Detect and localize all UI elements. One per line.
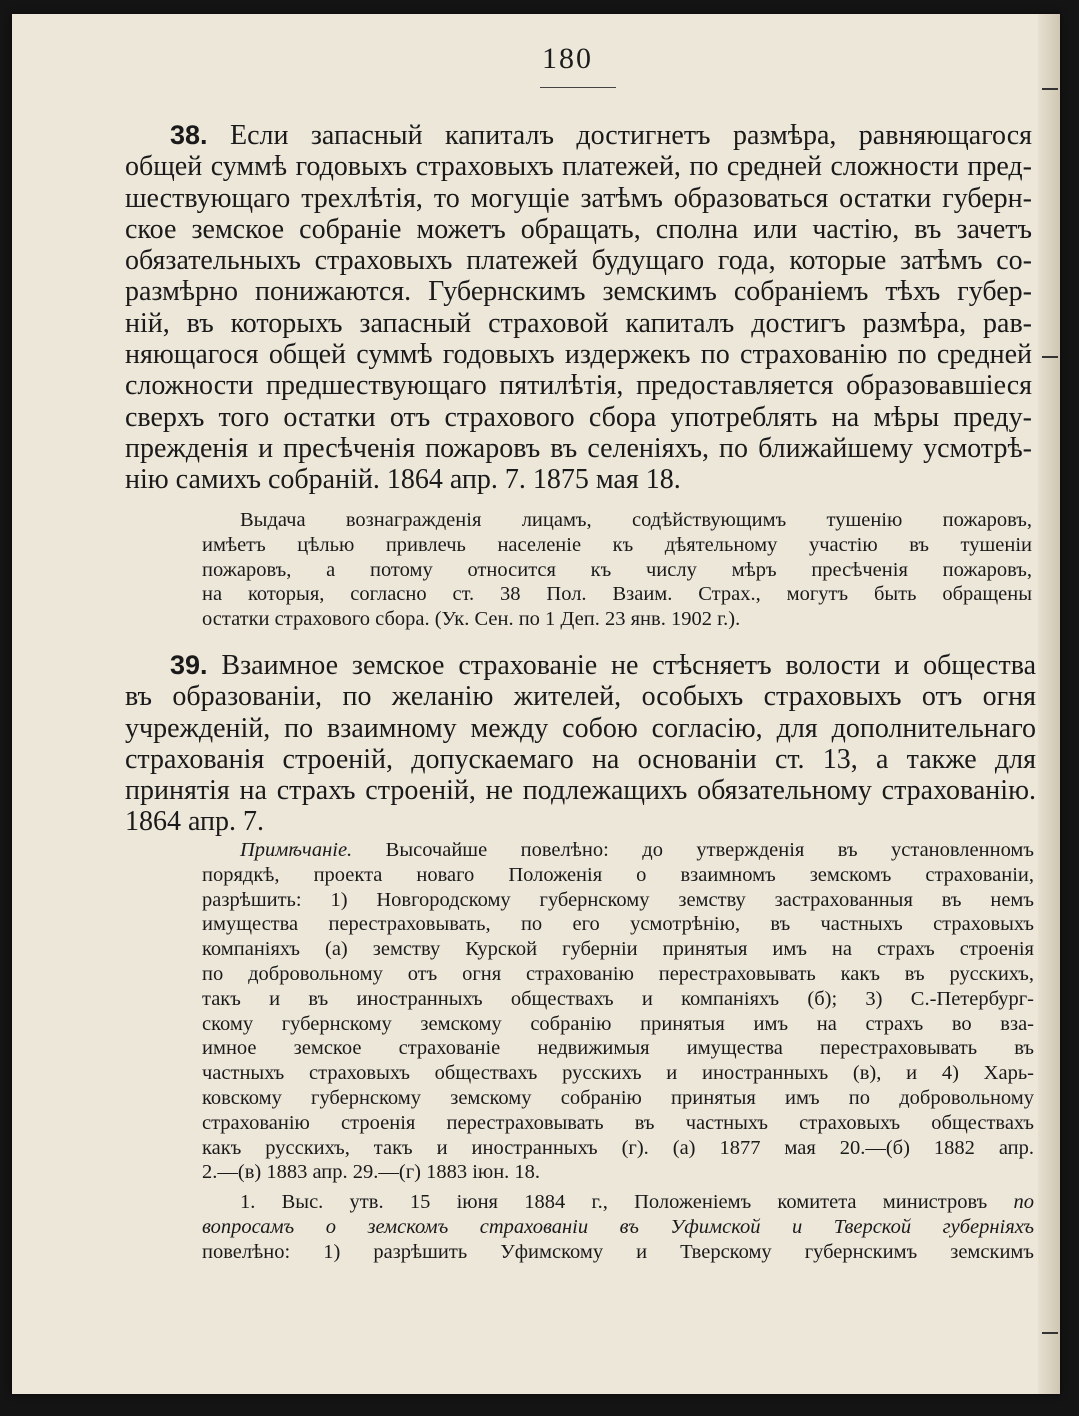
line-text: страхованія строеній, допускаемаго на основаніи ст. 13, а также для: [125, 743, 1036, 775]
article-39: [125, 650, 1036, 838]
line-text: ковскому губернскому земскому собранію принятыя имъ по добровольному: [202, 1086, 1034, 1109]
text-line: [202, 582, 1032, 607]
text-line: [125, 402, 1032, 433]
note-label: Примѣчаніе.: [240, 839, 353, 861]
text-line: [202, 912, 1034, 937]
line-text: на которыя, согласно ст. 38 Пол. Взаим. Страх., могутъ быть обращены: [202, 583, 1032, 606]
text-line: [202, 533, 1032, 558]
line-text: Выдача вознагражденія лицамъ, содѣйствующимъ тушенію пожаровъ,: [240, 509, 1032, 531]
item-1-italic-line: вопросамъ о земскомъ страхованіи въ Уфимской и Тверской губерніяхъ: [202, 1215, 1034, 1238]
text-line: [125, 713, 1036, 744]
item-1-line: [202, 1190, 1034, 1215]
line-text: сложности предшествующаго пятилѣтія, предоставляется образовавшіеся: [125, 370, 1032, 402]
line-text: прежденія и пресѣченія пожаровъ въ селеніяхъ, по ближайшему усмотрѣ-: [125, 432, 1032, 464]
page-number-rule: [540, 87, 616, 88]
line-text: общей суммѣ годовыхъ страховыхъ платежей, по средней сложности пред-: [125, 151, 1032, 183]
text-line: [202, 1061, 1034, 1086]
item-1-italic: по: [1013, 1191, 1035, 1213]
line-text: размѣрно понижаются. Губернскимъ земскимъ собраніемъ тѣхъ губер-: [125, 276, 1032, 308]
text-line: [202, 1086, 1034, 1111]
line-text: такъ и въ иностранныхъ обществахъ и компаніяхъ (б); 3) С.-Петербург-: [202, 987, 1034, 1010]
line-text: имущества перестраховывать, по его усмотрѣнію, въ частныхъ страховыхъ: [202, 913, 1034, 936]
text-line: [202, 1136, 1034, 1161]
edge-mark: [1042, 356, 1058, 358]
line-text: разрѣшить: 1) Новгородскому губернскому земству застрахованныя въ немъ: [202, 888, 1034, 911]
article-number: 39.: [170, 650, 208, 680]
line-text: въ образованіи, по желанію жителей, особыхъ страховыхъ отъ огня: [125, 681, 1036, 713]
text-line: [202, 1012, 1034, 1037]
line-text: 2.—(в) 1883 апр. 29.—(г) 1883 іюн. 18.: [202, 1161, 541, 1184]
line-text: Высочайше повелѣно: до утвержденія въ установленномъ: [385, 839, 1035, 861]
page-edge: [1038, 14, 1060, 1394]
line-text: шествующаго трехлѣтія, то могущіе затѣмъ образоваться остатки губерн-: [125, 182, 1032, 214]
text-line: [125, 744, 1036, 775]
line-text: няющагося общей суммѣ годовыхъ издержекъ по страхованію по средней: [125, 339, 1032, 371]
line-text: скому губернскому земскому собранію принятыя имъ на страхъ во вза-: [202, 1012, 1034, 1035]
text-line: [202, 1036, 1034, 1061]
line-text: Если запасный капиталъ достигнетъ размѣра, равняющагося: [229, 120, 1033, 151]
article-number: 38.: [170, 120, 208, 150]
line-text: обязательныхъ страховыхъ платежей будущаго года, которые затѣмъ со-: [125, 245, 1032, 277]
text-line: [202, 508, 1032, 533]
text-line: [125, 151, 1032, 182]
text-line: [125, 339, 1032, 370]
text-line: [202, 1160, 1034, 1185]
text-line: [125, 681, 1036, 712]
text-line: [125, 214, 1032, 245]
line-text: компаніяхъ (а) земству Курской губерніи принятыя имъ на страхъ строенія: [202, 938, 1034, 961]
text-line: [125, 433, 1032, 464]
edge-mark: [1042, 1332, 1058, 1334]
line-text: какъ русскихъ, такъ и иностранныхъ (г). (а) 1877 мая 20.—(б) 1882 апр.: [202, 1136, 1034, 1159]
line-text: сверхъ того остатки отъ страхового сбора употреблять на мѣры преду-: [125, 401, 1032, 433]
line-text: остатки страхового сбора. (Ук. Сен. по 1 Деп. 23 янв. 1902 г.).: [202, 608, 741, 631]
page-number: 180: [542, 42, 593, 75]
text-line: [202, 863, 1034, 888]
text-line: [125, 183, 1032, 214]
line-text: частныхъ страховыхъ обществахъ русскихъ и иностранныхъ (в), и 4) Харь-: [202, 1062, 1034, 1085]
text-line: [125, 775, 1036, 806]
line-text: Взаимное земское страхованіе не стѣсняетъ волости и общества: [221, 650, 1036, 681]
line-text: по добровольному отъ огня страхованію перестраховывать какъ въ русскихъ,: [202, 962, 1034, 985]
line-text: имное земское страхованіе недвижимыя имущества перестраховывать въ: [202, 1037, 1034, 1060]
text-line: [125, 370, 1032, 401]
text-line: [125, 308, 1032, 339]
text-line: [125, 245, 1032, 276]
line-text: 1864 апр. 7.: [125, 806, 265, 838]
line-text: ское земское собраніе можетъ обращать, сполна или частію, въ зачетъ: [125, 213, 1032, 245]
text-line: [125, 464, 1032, 495]
article-38: [125, 120, 1032, 496]
text-line: [202, 962, 1034, 987]
text-line: [202, 987, 1034, 1012]
text-line: [202, 937, 1034, 962]
article-38-commentary: [202, 508, 1032, 632]
line-text: пожаровъ, а потому относится къ числу мѣръ пресѣченія пожаровъ,: [202, 558, 1032, 581]
text-line: [202, 1111, 1034, 1136]
text-line: [125, 650, 1036, 681]
edge-mark: [1042, 88, 1058, 90]
line-text: принятія на страхъ строеній, не подлежащихъ обязательному страхованію.: [125, 775, 1036, 807]
text-line: [202, 558, 1032, 583]
item-1-lead: 1. Выс. утв. 15 іюня 1884 г., Положеніемъ комитета министровъ: [240, 1191, 988, 1213]
line-text: ній, въ которыхъ запасный страховой капиталъ достигъ размѣра, рав-: [125, 307, 1032, 339]
text-line: [202, 838, 1034, 863]
line-text: страхованію строенія перестраховывать въ частныхъ страховыхъ обществахъ: [202, 1111, 1034, 1134]
text-line: [125, 806, 1036, 837]
text-line: [202, 888, 1034, 913]
item-1-line: повелѣно: 1) разрѣшить Уфимскому и Тверскому губернскимъ земскимъ: [202, 1240, 1034, 1263]
line-text: нію самихъ собраній. 1864 апр. 7. 1875 мая 18.: [125, 464, 681, 496]
article-39-note: [202, 838, 1034, 1185]
text-line: [125, 120, 1032, 151]
line-text: учрежденій, по взаимному между собою согласію, для дополнительнаго: [125, 712, 1036, 744]
text-line: [125, 276, 1032, 307]
line-text: порядкѣ, проекта новаго Положенія о взаимномъ земскомъ страхованіи,: [202, 863, 1034, 886]
item-1: [202, 1190, 1034, 1264]
text-line: [202, 607, 1032, 632]
line-text: имѣетъ цѣлью привлечь населеніе къ дѣятельному участію въ тушеніи: [202, 533, 1032, 556]
